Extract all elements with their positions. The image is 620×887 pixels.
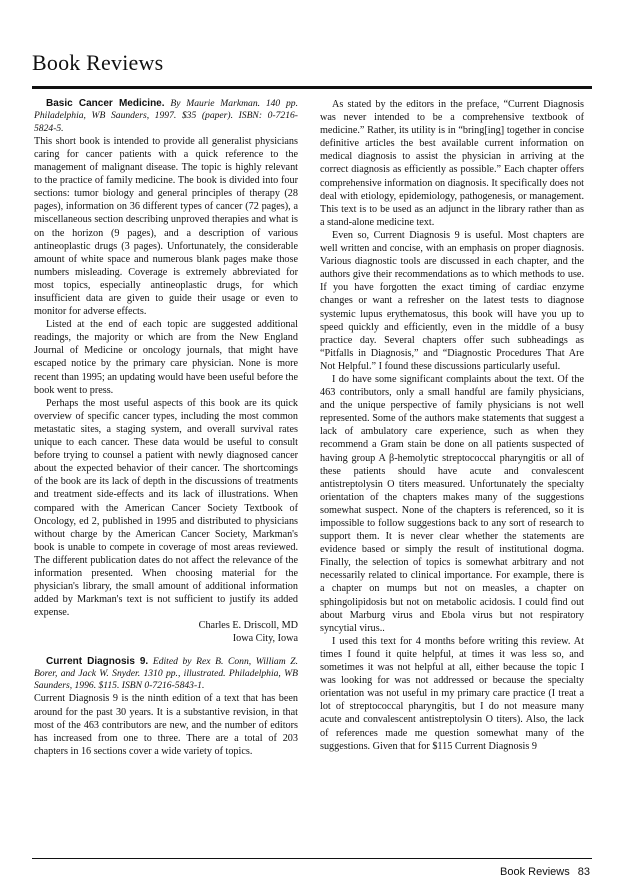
- review1-book-title: Basic Cancer Medicine.: [46, 98, 165, 109]
- section-gap: [34, 646, 298, 656]
- left-column: [34, 98, 298, 758]
- review1-meta: By Maurie Markman. 140 pp. Philadelphia, WB Saunders, 1997. $35 (paper). ISBN: 0-7216-5824-5.: [34, 98, 298, 134]
- review2-meta: Edited by Rex B. Conn, William Z. Borer, and Jack W. Snyder. 1310 pp., illustrated. Philadelphia, WB Saunders, 1996. $115. ISBN 0-7216-5843-1.: [34, 655, 298, 692]
- review2-paragraph: As stated by the editors in the preface, “Current Diagnosis was never intended to be a comprehensive textbook of medicine.” Rather, its utility is in “bring[ing] together in concise definitive articles the best available current information on medical diagnosis to assist the physician in arriving at the correct diagnosis as efficiently as possible.” Each chapter offers comprehensive information on diagnosis. It specifically does not deal with etiology, epidemiology, pathogenesis, or management. This text is to be used as an adjunct in the library rather than as a stand-alone medicine text.: [320, 99, 584, 228]
- footer-section: Book Reviews: [500, 866, 570, 878]
- review1-heading: [34, 98, 298, 135]
- review2-paragraph: Current Diagnosis 9 is the ninth edition of a text that has been around for the past 30 years. It is a substantive revision, in that most of the 463 contributors are new, and the number of editors has increased from one to three. There are a total of 203 chapters in 16 sections cover a wide variety of topics.: [34, 693, 298, 757]
- footer-rule: [32, 858, 592, 859]
- review2-heading: [34, 656, 298, 693]
- header-rule: [32, 86, 592, 89]
- review2-book-title: Current Diagnosis 9.: [46, 655, 149, 667]
- page-title: Book Reviews: [32, 50, 164, 75]
- review2-paragraph: Even so, Current Diagnosis 9 is useful. Most chapters are well written and concise, with an emphasis on proper diagnosis. Various diagnostic tools are discussed in each chapter, and the authors give their recommendations as to which methods to use. If you have forgotten the exact timing of cardiac enzyme changes or want a refresher on the latest tests to diagnose systemic lupus erythematosus, this book will have you up to speed quickly and efficiently, even in the middle of a busy practice day. Several chapters offer such subheadings as “Pitfalls in Diagnosis,” and “Diagnostic Procedures That Are Not Helpful.” I found these discussions particularly useful.: [320, 229, 584, 372]
- right-column: [320, 98, 584, 753]
- review1-paragraph: Listed at the end of each topic are suggested additional readings, the majority or which are from the New England Journal of Medicine or oncology journals, that might have escaped notice by the primary care physician. None is more recent than 1995; an updating would have been useful before the book went to press.: [34, 319, 298, 396]
- review1-paragraph: This short book is intended to provide all generalist physicians caring for cancer patients with a quick reference to the management of malignant disease. The topic is highly relevant to the practice of family medicine. The book is divided into four sections: tumor biology and general principles of therapy (28 pages), information on 36 different types of cancer (72 pages), a miscellaneous section describing unproved therapies and what is on the horizon (9 pages), and a description of various antineoplastic drugs (3 pages). Unfortunately, the considerable amount of white space and numerous blank pages make those numbers misleading. Coverage is extremely abbreviated for most topics, especially antineoplastic drugs, for which insufficient data are given to guide their usage or even to monitor for adverse effects.: [34, 135, 298, 318]
- review1-paragraph: Perhaps the most useful aspects of this book are its quick overview of specific cancer types, including the most common metastatic sites, a staging system, and overall survival rates unique to each cancer. These data would be useful to consult before trying to counsel a patient with newly diagnosed cancer about the expected behavior of their cancer. The shortcomings of the book are its lack of depth in the discussions of treatments and treatment side-effects and its lack of illustrations. When compared with the American Cancer Society Textbook of Oncology, ed 2, published in 1995 and distributed to physicians without charge by the American Cancer Society, Markman's book is unable to compete in coverage of most areas reviewed. The different publication dates do not affect the relevance of the information presented. When choosing material for the physician's library, the small amount of additional information added by Markman's text is not sufficient to justify its added expense.: [34, 397, 298, 619]
- review2-paragraph: I used this text for 4 months before writing this review. At times I found it quite helpful, at times it was less so, and sometimes it was not helpful at all, either because the topic I was looking for was not addressed or because the specialty orientation was not useful in my primary care practice (I treat a lot of streptococcal pharyngitis, but I do not measure many acute and convalescent antistreptolysin O titers). Also, the lack of references made me question somewhat many of the suggestions. Given that for $115 Current Diagnosis 9: [320, 635, 584, 752]
- review2-paragraph: I do have some significant complaints about the text. Of the 463 contributors, only a small handful are family physicians, and the unique perspective of family physicians is not well represented. Some of the authors make statements that suggest a lack of ambulatory care experience, such as when they recommend a Gram stain be done on all patients suspected of having group A β-hemolytic streptococcal pharyngitis or all of these patients should have acute and convalescent antistreptolysin O titers measured. Unfortunately the specialty orientation of the chapters makes many of the suggestions somewhat suspect. None of the chapters is referenced, so it is impossible to follow suggestions back to any sort of research to support them. It is never clear whether the statements are evidence based or simply the result of institutional dogma. Finally, the selection of topics is somewhat arbitrary and not necessarily related to clinical importance. For example, there is a chapter on mumps but not on measles, a chapter on sphingolipidosis but not on metabolic acidosis. I could find out about Marburg virus and Ebola virus but not respiratory syncytial virus..: [320, 373, 584, 634]
- page-number: 83: [577, 866, 590, 878]
- reviewer-name: Charles E. Driscoll, MD: [198, 620, 298, 632]
- reviewer-location: Iowa City, Iowa: [232, 633, 298, 645]
- page-footer: [500, 866, 590, 878]
